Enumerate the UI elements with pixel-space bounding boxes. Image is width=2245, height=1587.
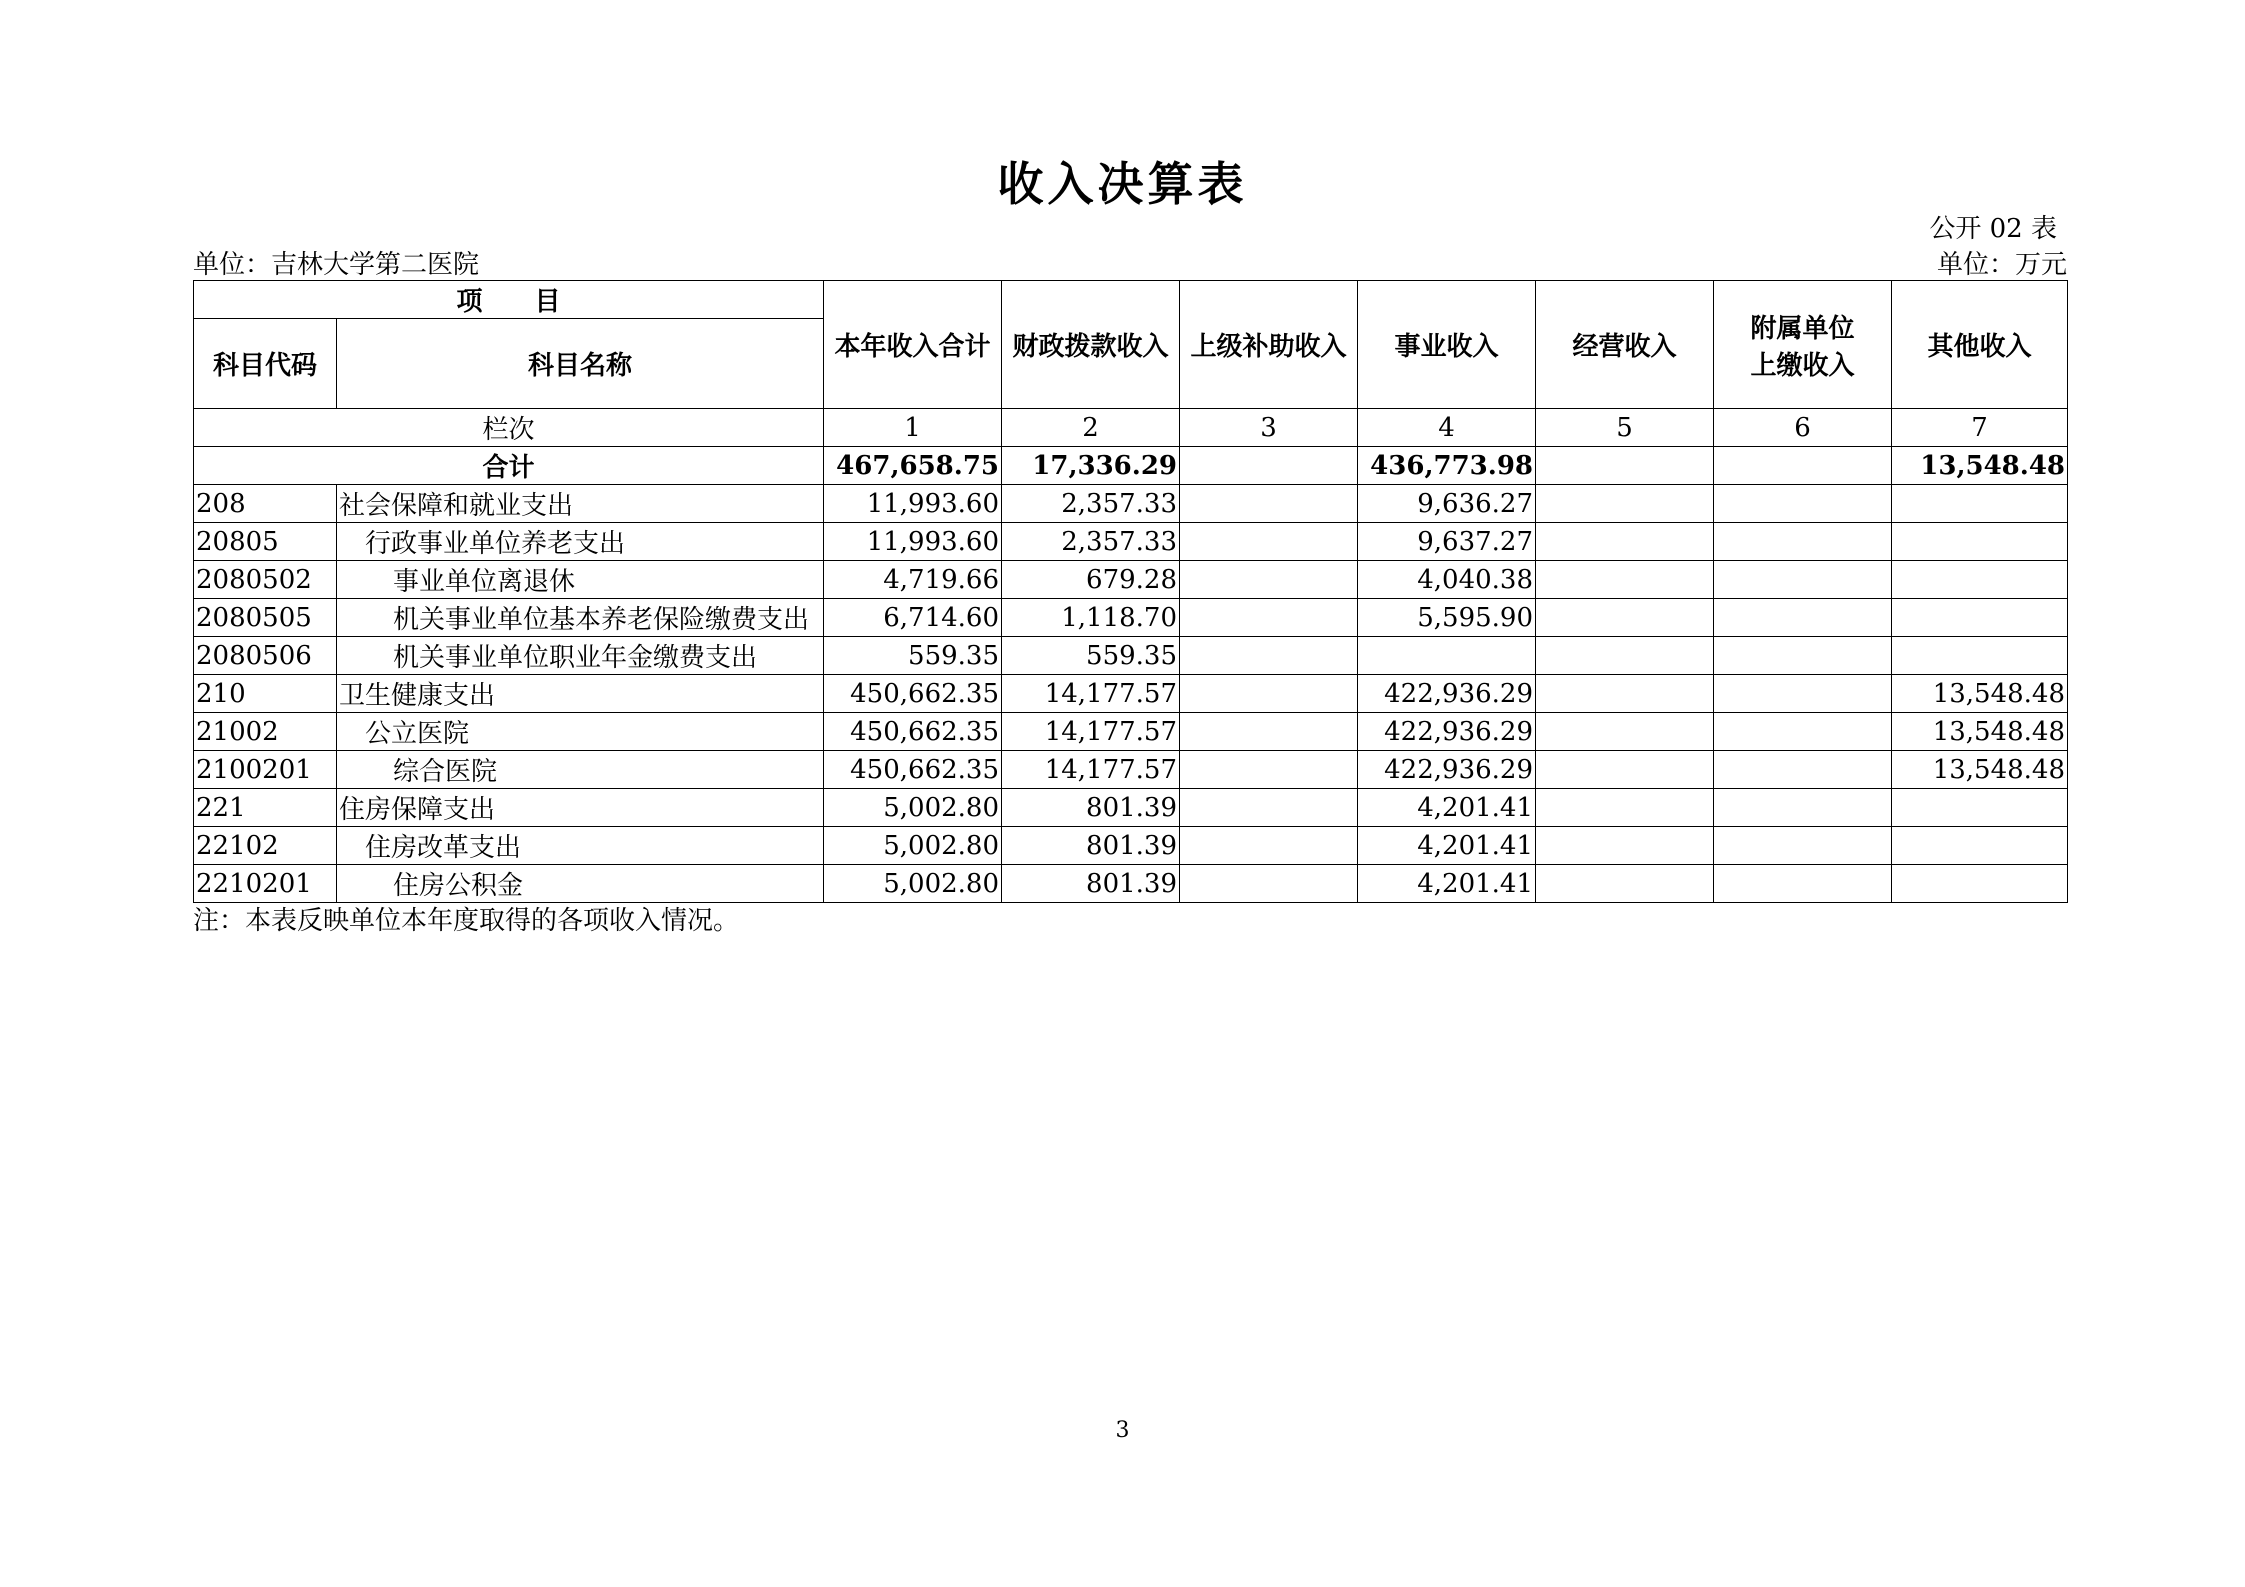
index-col: 4 (1358, 409, 1536, 447)
index-col: 3 (1180, 409, 1358, 447)
index-row (194, 409, 2068, 447)
row-value: 5,595.90 (1358, 599, 1536, 637)
header-business: 事业收入 (1358, 281, 1536, 409)
row-value (1180, 637, 1358, 675)
header-superior: 上级补助收入 (1180, 281, 1358, 409)
sum-cell (1714, 447, 1892, 485)
row-value: 4,040.38 (1358, 561, 1536, 599)
header-total: 本年收入合计 (824, 281, 1002, 409)
sum-cell (1180, 447, 1358, 485)
row-code: 2100201 (194, 751, 337, 789)
header-operating: 经营收入 (1536, 281, 1714, 409)
reporting-unit: 单位：吉林大学第二医院 (193, 250, 480, 280)
row-value (1892, 599, 2068, 637)
row-value (1180, 865, 1358, 903)
row-value: 422,936.29 (1358, 751, 1536, 789)
index-label: 栏次 (194, 409, 824, 447)
table-row (194, 599, 2068, 637)
row-code: 2080506 (194, 637, 337, 675)
row-value: 422,936.29 (1358, 675, 1536, 713)
row-name: 行政事业单位养老支出 (337, 523, 824, 561)
row-name: 事业单位离退休 (337, 561, 824, 599)
row-value: 11,993.60 (824, 523, 1002, 561)
header-item: 项 目 (194, 281, 824, 319)
row-value: 9,637.27 (1358, 523, 1536, 561)
row-value: 2,357.33 (1002, 523, 1180, 561)
row-value (1892, 485, 2068, 523)
row-code: 20805 (194, 523, 337, 561)
table-row (194, 713, 2068, 751)
table-row (194, 789, 2068, 827)
sum-label: 合计 (194, 447, 824, 485)
row-value (1714, 675, 1892, 713)
row-value (1180, 561, 1358, 599)
row-value: 422,936.29 (1358, 713, 1536, 751)
row-value (1536, 561, 1714, 599)
row-value (1180, 751, 1358, 789)
index-col: 1 (824, 409, 1002, 447)
row-value: 2,357.33 (1002, 485, 1180, 523)
row-value (1714, 599, 1892, 637)
header-affiliated-line2: 上缴收入 (1750, 350, 1855, 381)
row-value (1536, 751, 1714, 789)
header-name: 科目名称 (337, 319, 824, 409)
header-affiliated-line1: 附属单位 (1750, 313, 1855, 344)
row-value: 801.39 (1002, 865, 1180, 903)
row-name: 社会保障和就业支出 (337, 485, 824, 523)
row-value: 14,177.57 (1002, 675, 1180, 713)
row-value (1892, 637, 2068, 675)
row-value (1358, 637, 1536, 675)
row-code: 22102 (194, 827, 337, 865)
row-value: 4,201.41 (1358, 865, 1536, 903)
row-value: 679.28 (1002, 561, 1180, 599)
income-statement-table (193, 280, 2068, 903)
row-value (1892, 827, 2068, 865)
index-col: 7 (1892, 409, 2068, 447)
sum-cell (1536, 447, 1714, 485)
currency-unit: 单位：万元 (1936, 250, 2067, 280)
row-value: 13,548.48 (1892, 675, 2068, 713)
table-row (194, 675, 2068, 713)
row-value (1536, 523, 1714, 561)
row-code: 208 (194, 485, 337, 523)
row-value: 5,002.80 (824, 827, 1002, 865)
table-row (194, 865, 2068, 903)
row-value (1714, 827, 1892, 865)
index-col: 6 (1714, 409, 1892, 447)
row-value: 450,662.35 (824, 751, 1002, 789)
row-value: 450,662.35 (824, 675, 1002, 713)
row-value (1714, 637, 1892, 675)
row-value: 1,118.70 (1002, 599, 1180, 637)
row-name: 卫生健康支出 (337, 675, 824, 713)
page-title: 收入决算表 (997, 157, 1248, 211)
sum-cell: 17,336.29 (1002, 447, 1180, 485)
row-value: 13,548.48 (1892, 713, 2068, 751)
sum-cell: 436,773.98 (1358, 447, 1536, 485)
table-row (194, 637, 2068, 675)
row-name: 公立医院 (337, 713, 824, 751)
row-code: 2080502 (194, 561, 337, 599)
row-value (1536, 865, 1714, 903)
header-other: 其他收入 (1892, 281, 2068, 409)
row-value (1536, 827, 1714, 865)
row-value (1714, 713, 1892, 751)
table-row (194, 485, 2068, 523)
row-value: 5,002.80 (824, 865, 1002, 903)
row-name: 住房公积金 (337, 865, 824, 903)
row-value: 801.39 (1002, 789, 1180, 827)
row-code: 2080505 (194, 599, 337, 637)
table-row (194, 561, 2068, 599)
row-value (1180, 523, 1358, 561)
sum-cell: 13,548.48 (1892, 447, 2068, 485)
row-value: 9,636.27 (1358, 485, 1536, 523)
row-value: 559.35 (824, 637, 1002, 675)
row-value (1536, 637, 1714, 675)
row-value (1892, 789, 2068, 827)
row-value (1892, 561, 2068, 599)
row-value (1180, 599, 1358, 637)
row-value (1714, 865, 1892, 903)
row-value (1180, 675, 1358, 713)
row-code: 2210201 (194, 865, 337, 903)
row-name: 机关事业单位基本养老保险缴费支出 (337, 599, 824, 637)
row-name: 住房保障支出 (337, 789, 824, 827)
form-number: 公开 02 表 (1929, 214, 2057, 244)
row-value: 6,714.60 (824, 599, 1002, 637)
row-name: 住房改革支出 (337, 827, 824, 865)
row-value: 13,548.48 (1892, 751, 2068, 789)
table-row (194, 523, 2068, 561)
header-code: 科目代码 (194, 319, 337, 409)
row-value: 11,993.60 (824, 485, 1002, 523)
row-value: 801.39 (1002, 827, 1180, 865)
sum-cell: 467,658.75 (824, 447, 1002, 485)
row-value (1180, 485, 1358, 523)
row-value (1536, 599, 1714, 637)
row-value: 4,201.41 (1358, 789, 1536, 827)
row-value: 14,177.57 (1002, 713, 1180, 751)
row-value: 4,201.41 (1358, 827, 1536, 865)
row-value (1536, 789, 1714, 827)
row-value (1892, 865, 2068, 903)
row-value (1180, 789, 1358, 827)
row-value (1714, 523, 1892, 561)
row-code: 221 (194, 789, 337, 827)
row-code: 21002 (194, 713, 337, 751)
table-row (194, 751, 2068, 789)
row-value (1892, 523, 2068, 561)
row-value: 450,662.35 (824, 713, 1002, 751)
sum-row (194, 447, 2068, 485)
row-value (1714, 789, 1892, 827)
row-value (1536, 675, 1714, 713)
row-value (1180, 713, 1358, 751)
row-value (1536, 485, 1714, 523)
row-value (1714, 561, 1892, 599)
row-name: 综合医院 (337, 751, 824, 789)
index-col: 2 (1002, 409, 1180, 447)
row-value (1714, 751, 1892, 789)
table-note: 注：本表反映单位本年度取得的各项收入情况。 (193, 906, 740, 936)
page-number: 3 (1115, 1418, 1130, 1443)
index-col: 5 (1536, 409, 1714, 447)
header-fiscal: 财政拨款收入 (1002, 281, 1180, 409)
row-value (1180, 827, 1358, 865)
row-value (1714, 485, 1892, 523)
row-value: 4,719.66 (824, 561, 1002, 599)
header-affiliated (1714, 281, 1892, 409)
row-name: 机关事业单位职业年金缴费支出 (337, 637, 824, 675)
table-row (194, 827, 2068, 865)
row-value (1536, 713, 1714, 751)
row-value: 5,002.80 (824, 789, 1002, 827)
row-value: 559.35 (1002, 637, 1180, 675)
row-code: 210 (194, 675, 337, 713)
row-value: 14,177.57 (1002, 751, 1180, 789)
